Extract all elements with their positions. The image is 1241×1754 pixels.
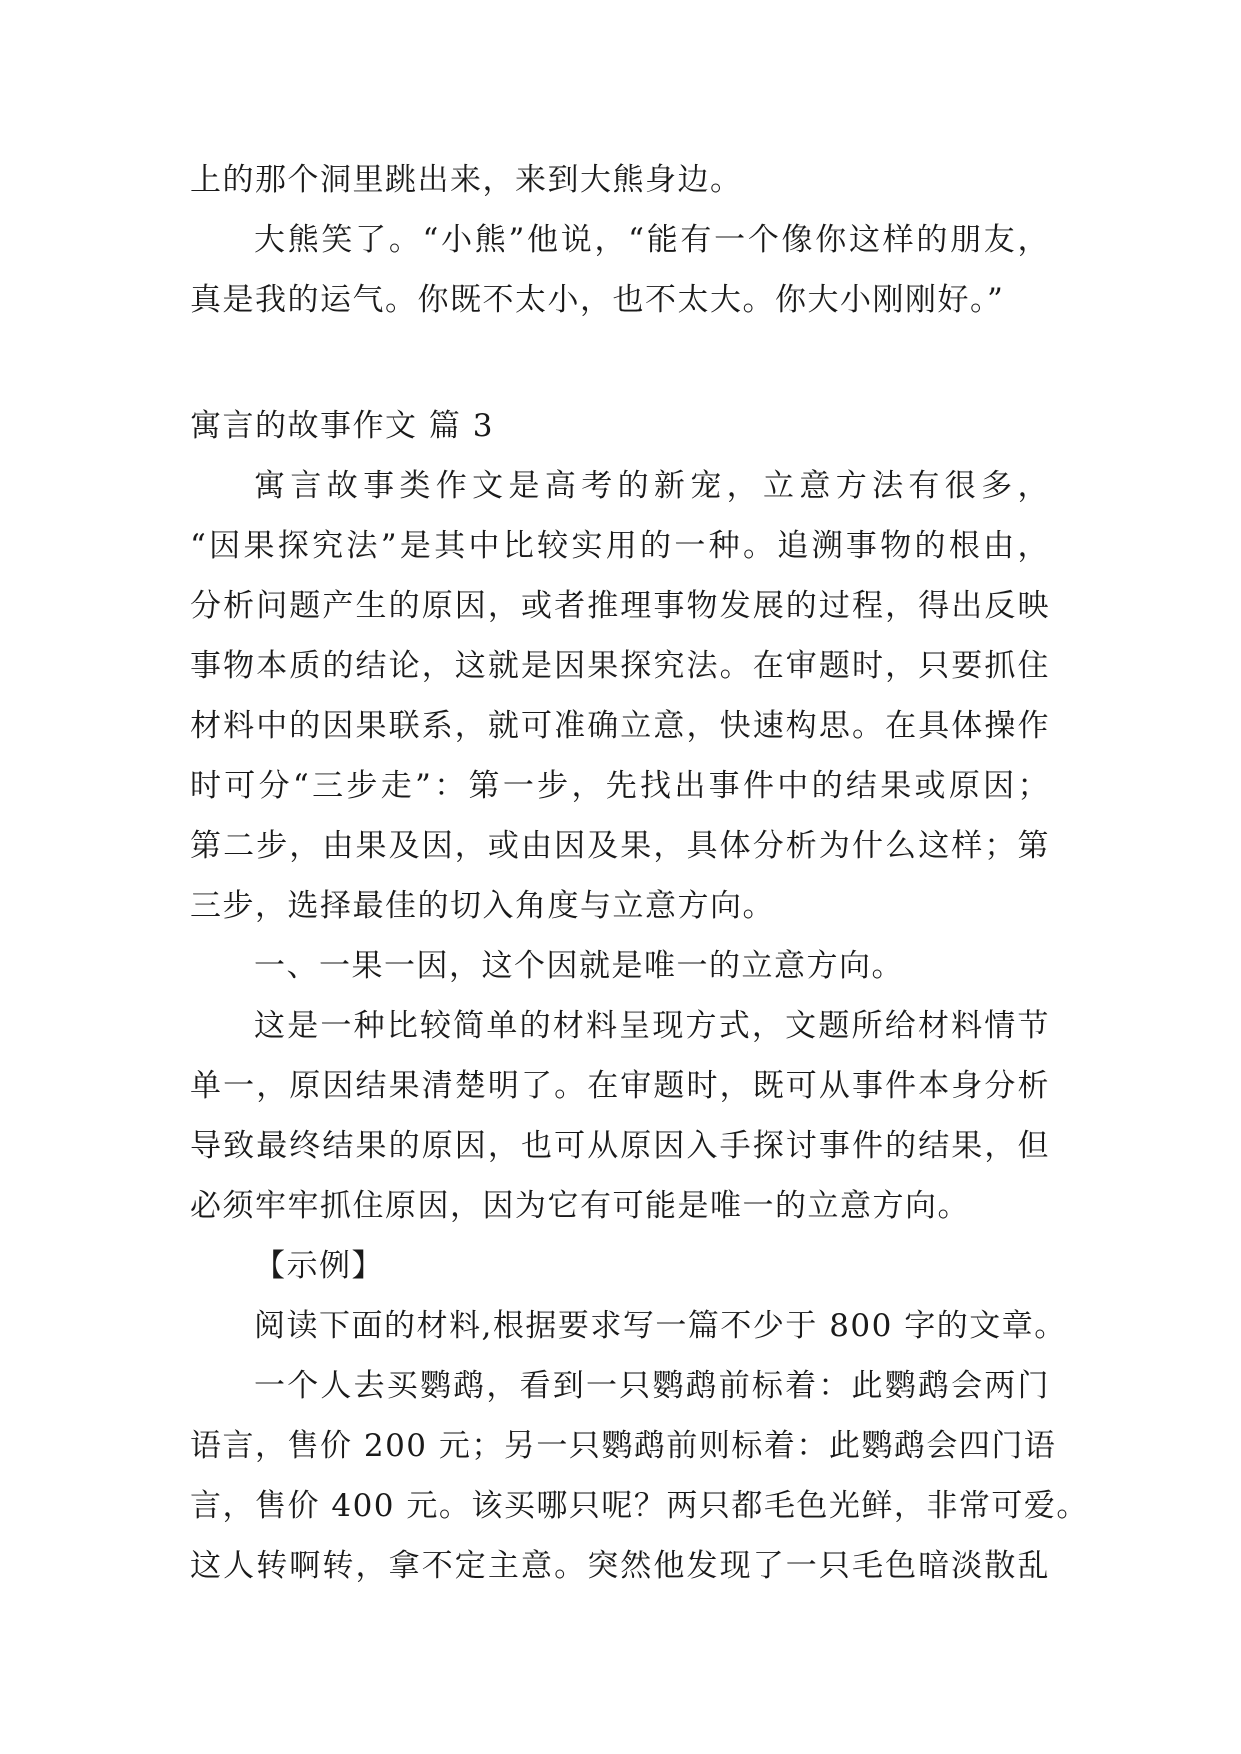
text-line: 语言，售价 200 元；另一只鹦鹉前则标着：此鹦鹉会四门语: [190, 1428, 1057, 1464]
text-line: 必须牢牢抓住原因，因为它有可能是唯一的立意方向。: [190, 1188, 970, 1224]
text-line: 三步，选择最佳的切入角度与立意方向。: [190, 888, 775, 924]
text-line: 一、一果一因，这个因就是唯一的立意方向。: [254, 948, 904, 984]
text-line: 【示例】: [254, 1248, 384, 1284]
text-line: 分析问题产生的原因，或者推理事物发展的过程，得出反映: [190, 588, 1050, 624]
text-line: 材料中的因果联系，就可准确立意，快速构思。在具体操作: [190, 708, 1050, 744]
text-line: 事物本质的结论，这就是因果探究法。在审题时，只要抓住: [190, 648, 1050, 684]
text-line: 第二步，由果及因，或由因及果，具体分析为什么这样；第: [190, 828, 1050, 864]
text-line: “因果探究法”是其中比较实用的一种。追溯事物的根由，: [190, 528, 1050, 564]
text-line: 上的那个洞里跳出来，来到大熊身边。: [190, 162, 743, 198]
section-heading: 寓言的故事作文 篇 3: [190, 408, 494, 444]
text-line: 单一，原因结果清楚明了。在审题时，既可从事件本身分析: [190, 1068, 1050, 1104]
text-line: 导致最终结果的原因，也可从原因入手探讨事件的结果，但: [190, 1128, 1050, 1164]
text-line: 阅读下面的材料,根据要求写一篇不少于 800 字的文章。: [254, 1308, 1067, 1344]
document-body: [190, 150, 1089, 1596]
text-line: 言，售价 400 元。该买哪只呢？两只都毛色光鲜，非常可爱。: [190, 1488, 1089, 1524]
text-line: 大熊笑了。“小熊”他说，“能有一个像你这样的朋友，: [254, 222, 1050, 258]
text-line: 寓言故事类作文是高考的新宠，立意方法有很多，: [254, 468, 1050, 504]
text-line: 这人转啊转，拿不定主意。突然他发现了一只毛色暗淡散乱: [190, 1548, 1050, 1584]
text-line: 真是我的运气。你既不太小，也不太大。你大小刚刚好。”: [190, 282, 1005, 318]
text-line: 这是一种比较简单的材料呈现方式，文题所给材料情节: [254, 1008, 1050, 1044]
text-line: 时可分“三步走”：第一步，先找出事件中的结果或原因；: [190, 768, 1050, 804]
text-line: 一个人去买鹦鹉，看到一只鹦鹉前标着：此鹦鹉会两门: [254, 1368, 1050, 1404]
